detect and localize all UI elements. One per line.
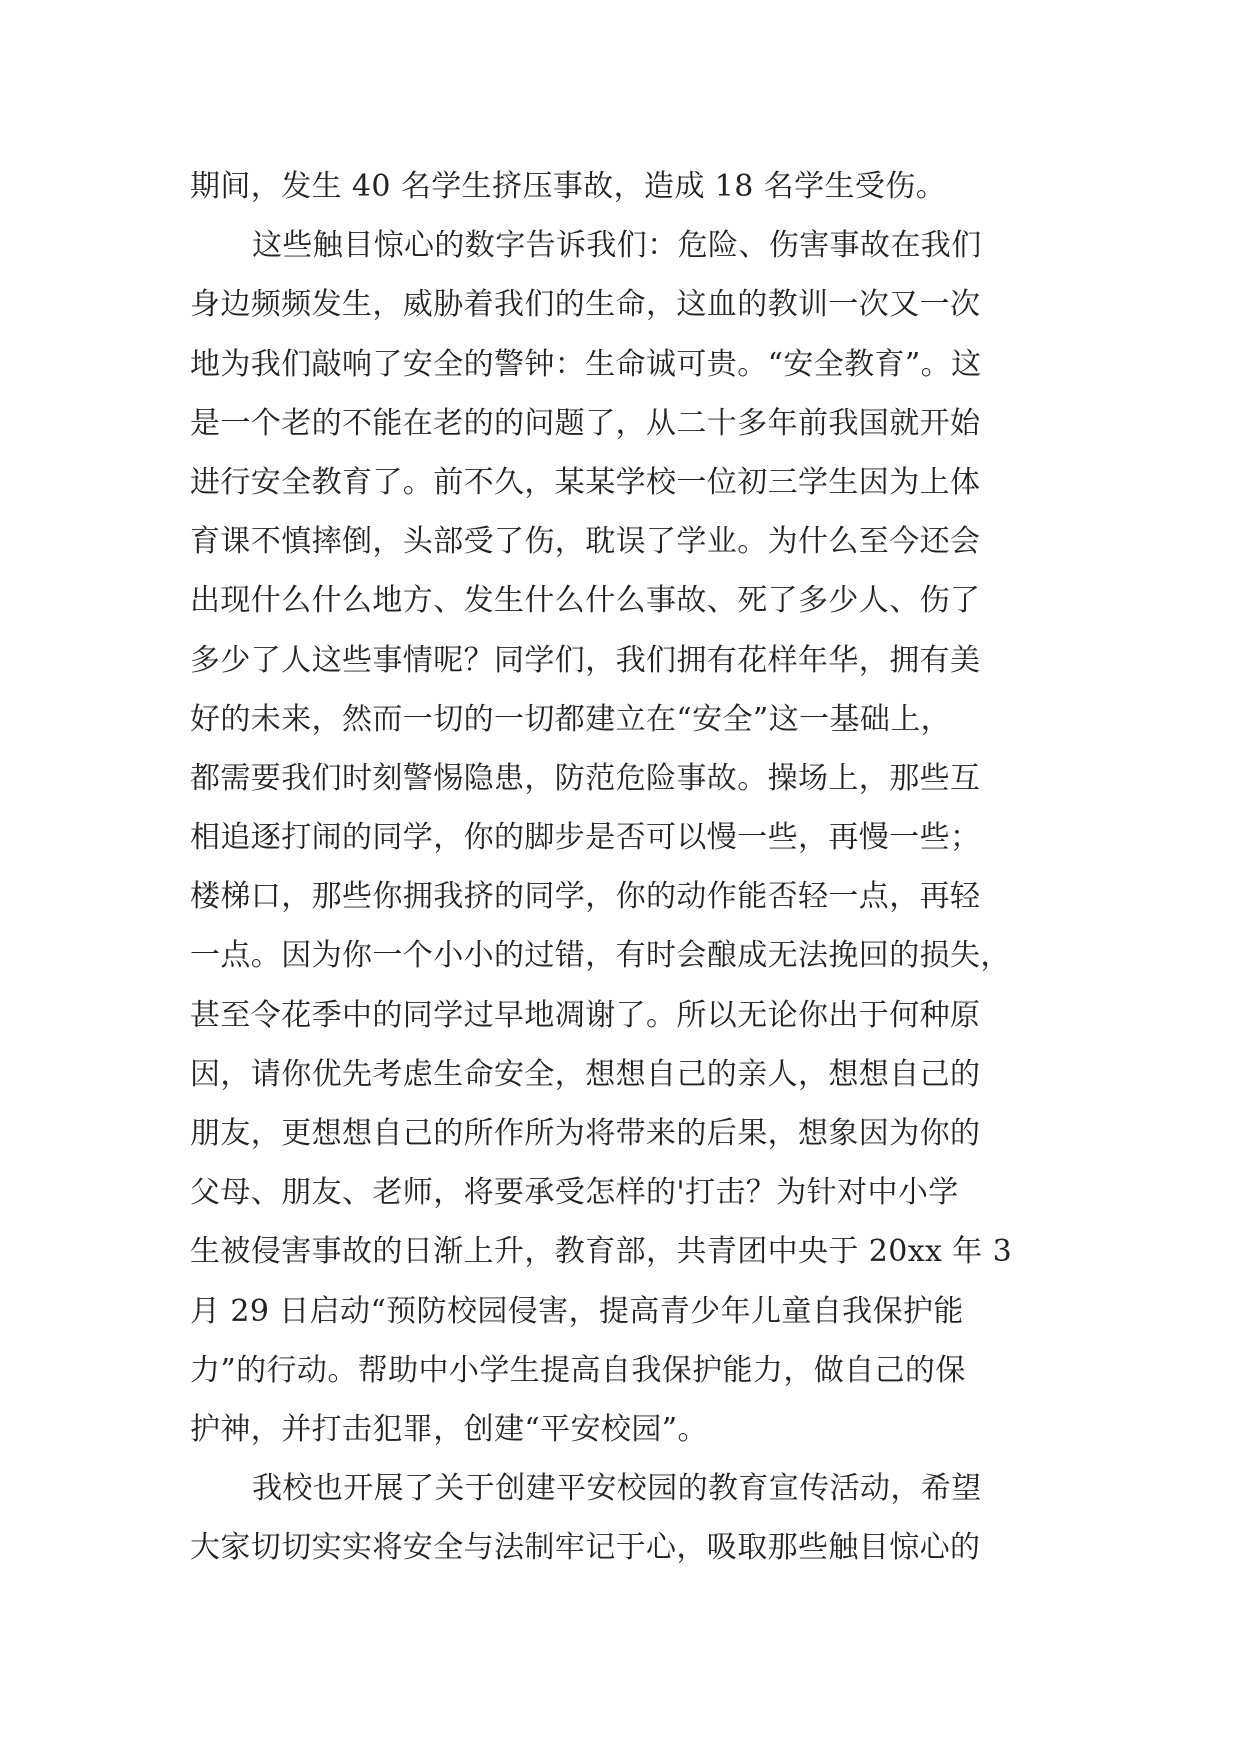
text-line: 力”的行动。帮助中小学生提高自我保护能力，做自己的保: [190, 1352, 966, 1388]
text-line: 月 29 日启动“预防校园侵害，提高青少年儿童自我保护能: [190, 1293, 964, 1329]
paragraph-start-line: 这些触目惊心的数字告诉我们：危险、伤害事故在我们: [252, 228, 982, 264]
text-line: 一点。因为你一个小小的过错，有时会酿成无法挽回的损失，: [190, 938, 1011, 974]
text-line: 父母、朋友、老师，将要承受怎样的'打击？为针对中小学: [190, 1175, 959, 1211]
text-line: 大家切切实实将安全与法制牢记于心，吸取那些触目惊心的: [190, 1530, 981, 1566]
text-line: 进行安全教育了。前不久，某某学校一位初三学生因为上体: [190, 464, 981, 500]
body-text: [190, 157, 1054, 1578]
paragraph-start-line: 我校也开展了关于创建平安校园的教育宣传活动，希望: [252, 1471, 982, 1507]
text-line: 甚至令花季中的同学过早地凋谢了。所以无论你出于何种原: [190, 997, 981, 1033]
text-line: 都需要我们时刻警惕隐患，防范危险事故。操场上，那些互: [190, 760, 981, 796]
text-line: 生被侵害事故的日渐上升，教育部，共青团中央于 20xx 年 3: [190, 1234, 1013, 1270]
text-line: 相追逐打闹的同学，你的脚步是否可以慢一些，再慢一些；: [190, 820, 981, 856]
text-line: 因，请你优先考虑生命安全，想想自己的亲人，想想自己的: [190, 1056, 981, 1092]
text-line: 期间，发生 40 名学生挤压事故，造成 18 名学生受伤。: [190, 169, 947, 204]
text-line: 身边频频发生，威胁着我们的生命，这血的教训一次又一次: [190, 287, 981, 323]
text-line: 护神，并打击犯罪，创建“平安校园”。: [190, 1411, 708, 1447]
text-line: 地为我们敲响了安全的警钟：生命诚可贵。“安全教育”。这: [190, 346, 982, 382]
text-line: 多少了人这些事情呢？同学们，我们拥有花样年华，拥有美: [190, 642, 981, 678]
text-line: 楼梯口，那些你拥我挤的同学，你的动作能否轻一点，再轻: [190, 879, 981, 915]
text-line: 好的未来，然而一切的一切都建立在“安全”这一基础上，: [190, 701, 952, 737]
text-line: 育课不慎摔倒，头部受了伤，耽误了学业。为什么至今还会: [190, 524, 981, 560]
text-line: 是一个老的不能在老的的问题了，从二十多年前我国就开始: [190, 405, 981, 441]
text-line: 朋友，更想想自己的所作所为将带来的后果，想象因为你的: [190, 1116, 981, 1151]
text-line: 出现什么什么地方、发生什么什么事故、死了多少人、伤了: [190, 583, 981, 619]
